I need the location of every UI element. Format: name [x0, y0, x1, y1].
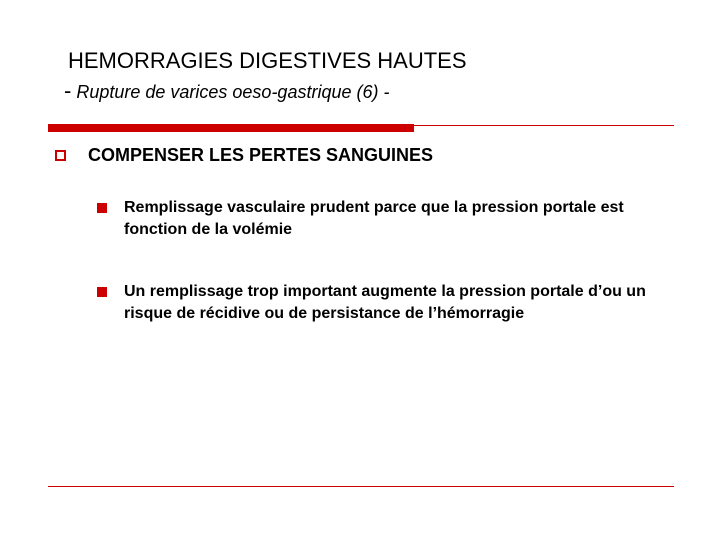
- filled-square-icon: [97, 203, 107, 213]
- subtitle-dash: -: [64, 78, 72, 103]
- filled-square-icon: [97, 287, 107, 297]
- heading-bullet: [55, 144, 433, 166]
- list-item: [97, 281, 667, 325]
- bullet-text: Un remplissage trop important augmente la pression portale d’ou un risque de récidive ou de persistance de l’hémorragie: [124, 283, 646, 322]
- bullet-text: Remplissage vasculaire prudent parce que la pression portale est fonction de la volémie: [124, 199, 624, 238]
- footer-divider: [48, 486, 674, 487]
- list-item: [97, 197, 667, 241]
- subtitle-text: Rupture de varices oeso-gastrique (6) -: [71, 82, 390, 102]
- hollow-square-icon: [55, 150, 66, 161]
- slide-title: HEMORRAGIES DIGESTIVES HAUTES: [68, 48, 467, 73]
- title-divider-thick: [48, 124, 414, 132]
- heading-text: COMPENSER LES PERTES SANGUINES: [88, 145, 434, 165]
- slide-subtitle: [64, 78, 389, 105]
